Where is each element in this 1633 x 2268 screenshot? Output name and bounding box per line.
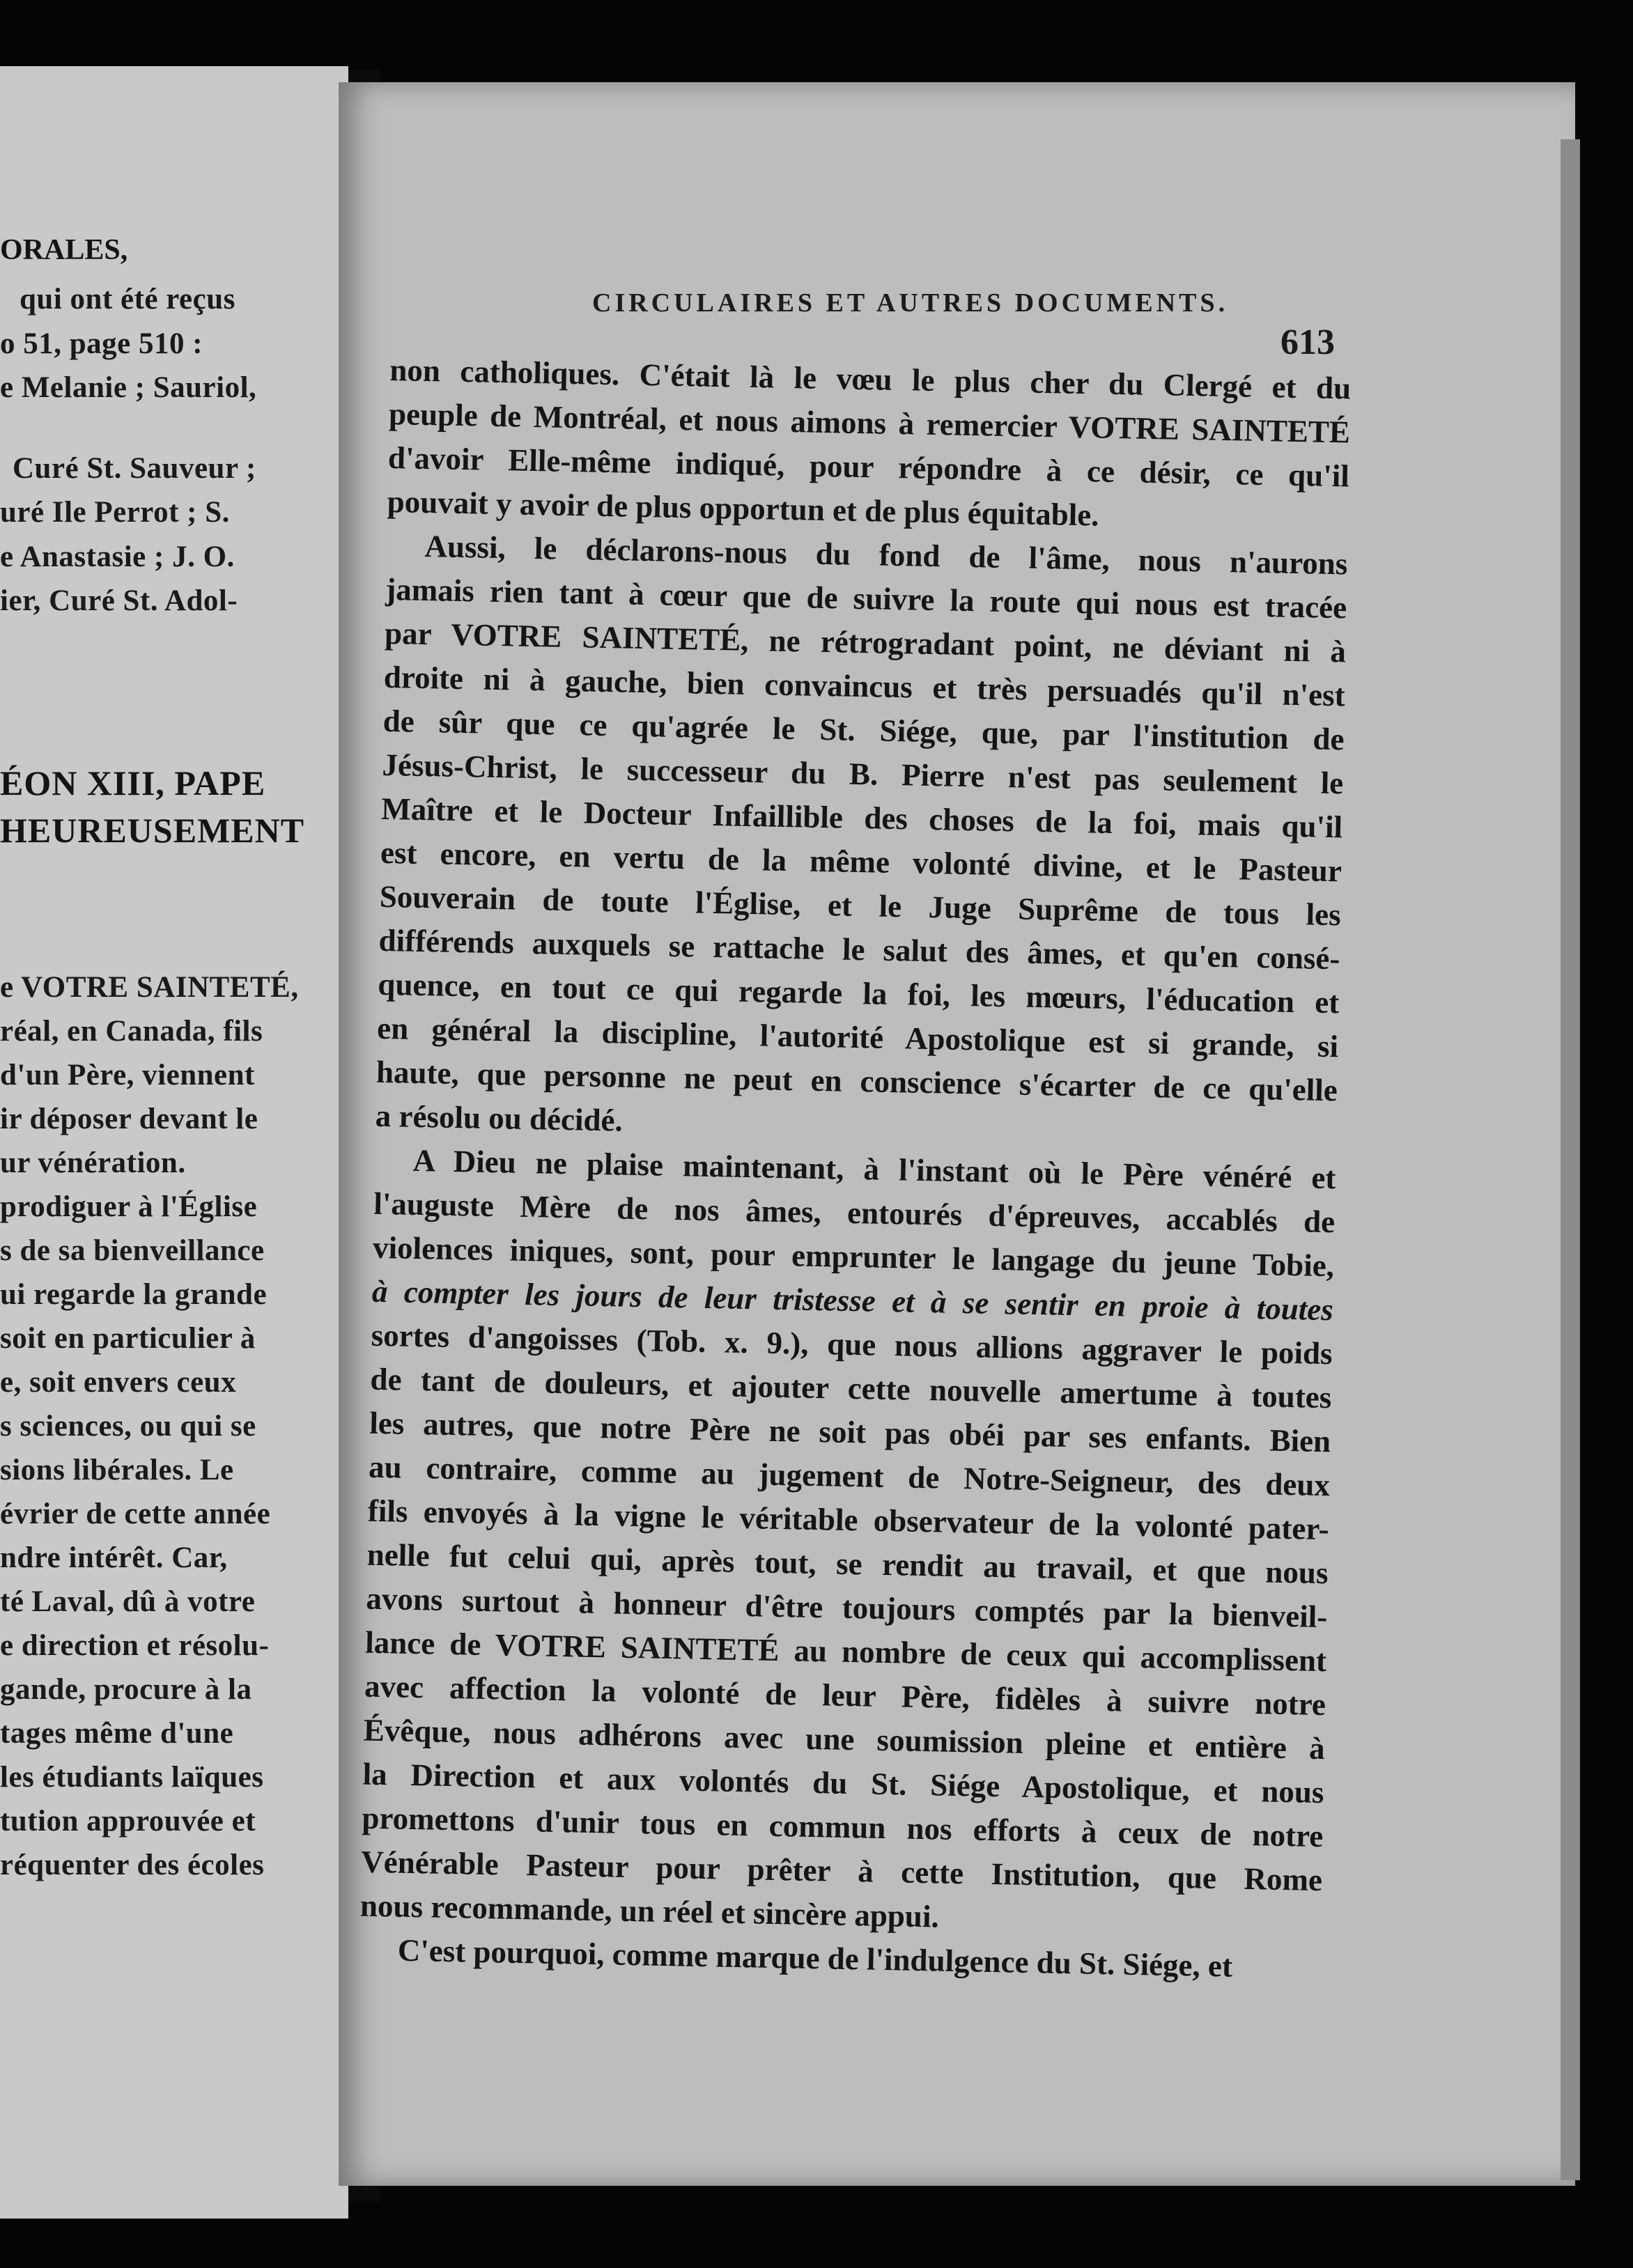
body-line: de tant de douleurs, et ajouter cette nouvelle amertume à toutes	[370, 1361, 1332, 1415]
body-line: lance de VOTRE SAINTETÉ au nombre de ceux qui accomplissent	[364, 1624, 1327, 1679]
body-line: d'avoir Elle-même indiqué, pour répondre à ce désir, ce qu'il	[387, 440, 1350, 494]
body-line: de sûr que ce qu'agrée le St. Siége, que, par l'institution de	[382, 703, 1345, 757]
left-line: les étudiants laïques	[0, 1761, 264, 1794]
body-line: avons surtout à honneur d'être toujours comptés par la bienveil-	[366, 1580, 1328, 1635]
left-line: e, soit envers ceux	[0, 1366, 237, 1399]
body-line: au contraire, comme au jugement de Notre-Seigneur, des deux	[368, 1449, 1331, 1503]
body-line: les autres, que notre Père ne soit pas obéi par ses enfants. Bien	[369, 1405, 1331, 1459]
left-line: s de sa bienveillance	[0, 1234, 265, 1267]
body-line: avec affection la volonté de leur Père, fidèles à suivre notre	[364, 1668, 1326, 1723]
body-line: Aussi, le déclarons-nous du fond de l'âme, nous n'aurons	[424, 529, 1348, 582]
left-line: d'un Père, viennent	[0, 1059, 255, 1092]
left-page	[0, 66, 348, 2219]
left-line: ndre intérêt. Car,	[0, 1541, 228, 1574]
page-number: 613	[1280, 323, 1335, 362]
body-line: pouvait y avoir de plus opportun et de plus équitable.	[387, 483, 1099, 533]
left-line: évrier de cette année	[0, 1498, 271, 1530]
left-line: o 51, page 510 :	[0, 327, 203, 360]
running-header: CIRCULAIRES ET AUTRES DOCUMENTS.	[592, 288, 1229, 318]
body-line: Jésus-Christ, le successeur du B. Pierre n'est pas seulement le	[382, 747, 1344, 801]
left-line: té Laval, dû à votre	[0, 1585, 256, 1618]
body-line: la Direction et aux volontés du St. Siége Apostolique, et nous	[362, 1756, 1324, 1810]
left-line: tution approuvée et	[0, 1805, 256, 1838]
body-line: haute, que personne ne peut en conscience s'écarter de ce qu'elle	[376, 1054, 1338, 1108]
left-line: sions libérales. Le	[0, 1454, 234, 1486]
left-title-line: HEUREUSEMENT	[0, 811, 305, 850]
left-line: uré Ile Perrot ; S.	[0, 496, 230, 529]
body-line: C'est pourquoi, comme marque de l'indulgence du St. Siége, et	[397, 1932, 1233, 1984]
left-line: e Melanie ; Sauriol,	[0, 371, 257, 404]
left-line: réquenter des écoles	[0, 1849, 265, 1881]
body-line: Souverain de toute l'Église, et le Juge Suprême de tous les	[379, 878, 1342, 933]
left-line: qui ont été reçus	[20, 283, 235, 316]
left-running-head: ORALES,	[0, 234, 128, 266]
body-line: quence, en tout ce qui regarde la foi, les mœurs, l'éducation et	[377, 966, 1340, 1020]
body-line: droite ni à gauche, bien convaincus et très persuadés qu'il n'est	[383, 659, 1346, 713]
left-line: e direction et résolu-	[0, 1629, 270, 1662]
left-line: soit en particulier à	[0, 1322, 256, 1355]
left-title-line: ÉON XIII, PAPE	[0, 763, 266, 802]
left-line: Curé St. Sauveur ;	[13, 452, 256, 485]
left-line: ir déposer devant le	[0, 1103, 258, 1135]
body-line: nous recommande, un réel et sincère appui.	[359, 1888, 940, 1934]
left-line: tages même d'une	[0, 1717, 234, 1750]
left-line: ui regarde la grande	[0, 1278, 268, 1311]
body-line: Évêque, nous adhérons avec une soumission pleine et entière à	[363, 1712, 1326, 1766]
left-line: s sciences, ou qui se	[0, 1410, 256, 1443]
body-line: peuple de Montréal, et nous aimons à remercier VOTRE SAINTETÉ	[388, 396, 1351, 450]
body-line: fils envoyés à la vigne le véritable observateur de la volonté pater-	[367, 1493, 1330, 1547]
right-page-body	[359, 348, 1351, 1990]
left-line: e Anastasie ; J. O.	[0, 541, 235, 573]
body-line: non catholiques. C'était là le vœu le plus cher du Clergé et du	[389, 352, 1352, 406]
page-edge	[1561, 139, 1580, 2180]
left-line: gande, procure à la	[0, 1673, 252, 1706]
left-line: prodiguer à l'Église	[0, 1190, 258, 1223]
left-line: ier, Curé St. Adol-	[0, 584, 238, 617]
body-line: est encore, en vertu de la même volonté divine, et le Pasteur	[380, 834, 1342, 889]
body-line: violences iniques, sont, pour emprunter le langage du jeune Tobie,	[372, 1229, 1335, 1284]
body-line: différends auxquels se rattache le salut des âmes, et qu'en consé-	[378, 922, 1340, 977]
body-line: Vénérable Pasteur pour prêter à cette Institution, que Rome	[360, 1844, 1323, 1898]
left-line: réal, en Canada, fils	[0, 1015, 263, 1048]
left-line: e VOTRE SAINTETÉ,	[0, 971, 299, 1004]
body-line: promettons d'unir tous en commun nos efforts à ceux de notre	[362, 1800, 1324, 1854]
body-line: par VOTRE SAINTETÉ, ne rétrogradant point, ne déviant ni à	[384, 615, 1347, 669]
body-line: a résolu ou décidé.	[375, 1098, 624, 1138]
body-line: sortes d'angoisses (Tob. x. 9.), que nous allions aggraver le poids	[371, 1317, 1333, 1372]
body-line: en général la discipline, l'autorité Apostolique est si grande, si	[376, 1010, 1339, 1064]
body-line: Maître et le Docteur Infaillible des choses de la foi, mais qu'il	[380, 791, 1343, 845]
body-line: l'auguste Mère de nos âmes, entourés d'épreuves, accablés de	[373, 1186, 1336, 1240]
body-line: A Dieu ne plaise maintenant, à l'instant où le Père vénéré et	[412, 1142, 1336, 1196]
left-line: ur vénération.	[0, 1147, 186, 1179]
body-line: à compter les jours de leur tristesse et à se sentir en proie à toutes	[371, 1273, 1334, 1328]
body-line: nelle fut celui qui, après tout, se rendit au travail, et que nous	[366, 1537, 1329, 1591]
body-line: jamais rien tant à cœur que de suivre la route qui nous est tracée	[385, 571, 1347, 626]
